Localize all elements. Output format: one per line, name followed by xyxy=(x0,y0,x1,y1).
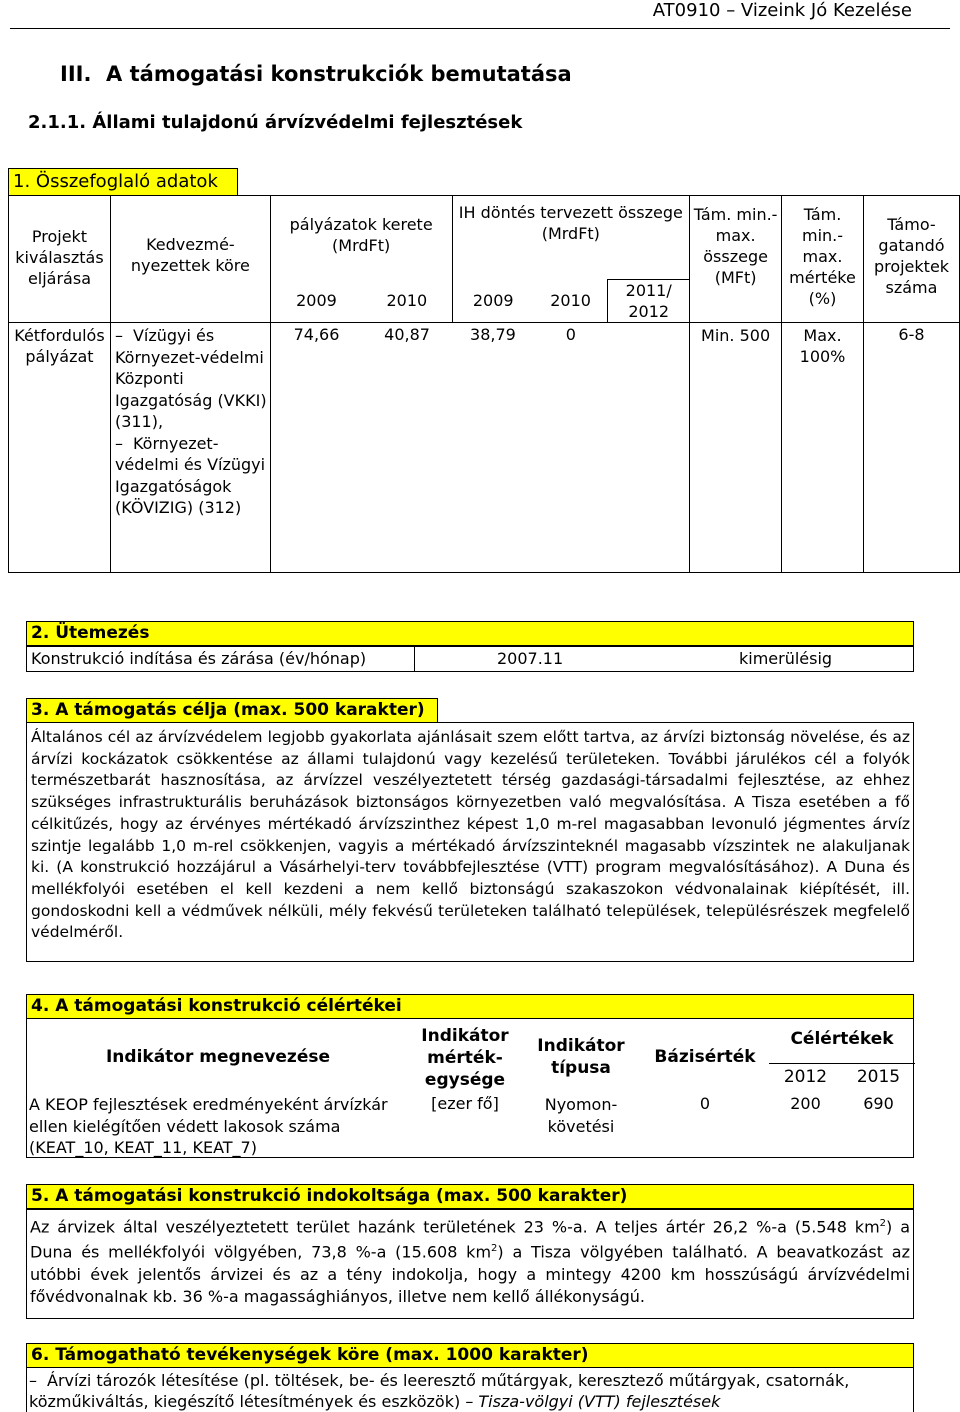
header-ih-decision: IH döntés tervezett összege (MrdFt) xyxy=(452,196,690,280)
schedule-divider xyxy=(414,646,415,672)
indicator-base: 0 xyxy=(699,1094,711,1113)
section3-text: Általános cél az árvízvédelem legjobb gyakorlata ajánlásait szem előtt tartva, az árvízi biztonság növelése, és az árvízi kockázatok csökkentése az állami tulajdonú vagy kezelésű területeken. További járulékos cél a folyók természetbarát hasznosítása, az árvízzel veszélyeztetett térség gazdasági-társadalmi fejlesztése, az ehhez szükséges infrastrukturális beruházások biztonságos környezetben való megvalósítása. A Tisza esetében a fő célkitűzés, hogy az érvényes mértékadó árvízszinthez képest 1,0 m-rel magasabban levonuló jégmentes árvíz szintje legalább 1,0 m-rel csökkenjen, vagyis a mértékadó árvízszinteknél magasabb vízszintek ne alakuljanak ki. (A konstrukció hozzájárul a Vásárhelyi-terv továbbfejlesztése (VTT) program megvalósításához). A Duna és mellékfolyói esetében el kell kezdeni a nem kellő biztonságú szakaszokon védvonalainak kiépítését, ill. gondoskodni kell a védművek nélküli, mély fekvésű területeken található települések, településrészek megfelelő védelméről. xyxy=(31,728,910,942)
section5-body xyxy=(26,1209,914,1319)
summary-table xyxy=(8,195,960,573)
header-support-amount: Tám. min.- max. összege (MFt) xyxy=(690,196,782,323)
section6-title: 6. Támogatható tevékenységek köre (max. 1000 karakter) xyxy=(26,1343,914,1368)
indicator-type: Nyomon-követési xyxy=(544,1095,618,1136)
targets-header-type: Indikátor típusa xyxy=(537,1036,625,1078)
targets-header-unit: Indikátor mérték-egysége xyxy=(421,1026,509,1090)
section1-title: 1. Összefoglaló adatok xyxy=(8,168,238,196)
section4-title: 4. A támogatási konstrukció célértékei xyxy=(26,994,914,1019)
section6-body xyxy=(26,1368,914,1412)
targets-header-divider xyxy=(769,1063,915,1064)
activity-item: – Árvízi tározók létesítése (pl. töltések, be- és leeresztő műtárgyak, keresztező műtárgyak, csatornák, közműkiváltás, kiegészítő létesítmények és eszközök) – Tisza-völgyi (VTT) fejlesztések xyxy=(29,1371,850,1411)
frame-value-2009: 74,66 xyxy=(270,323,362,573)
targets-header-base: Bázisérték xyxy=(654,1046,756,1067)
section2-title: 2. Ütemezés xyxy=(26,621,914,646)
ih-value-2010: 0 xyxy=(534,323,608,573)
header-support-rate: Tám. min.- max. mértéke (%) xyxy=(782,196,864,323)
header-divider xyxy=(10,28,950,29)
header-project-count: Támo-gatandó projektek száma xyxy=(863,196,959,323)
project-count: 6-8 xyxy=(863,323,959,573)
section-heading: 2.1.1. Állami tulajdonú árvízvédelmi fejlesztések xyxy=(28,112,523,133)
header-ih-year-2010: 2010 xyxy=(534,280,608,323)
targets-year-2015: 2015 xyxy=(856,1067,901,1087)
targets-header-targets: Célértékek xyxy=(790,1029,894,1049)
section5-title: 5. A támogatási konstrukció indokoltsága (max. 500 karakter) xyxy=(26,1184,914,1209)
section3-title: 3. A támogatás célja (max. 500 karakter) xyxy=(26,698,438,723)
schedule-label: Konstrukció indítása és zárása (év/hónap) xyxy=(31,649,367,668)
targets-table xyxy=(26,1018,914,1158)
header-ih-year-2011-2012: 2011/ 2012 xyxy=(608,280,690,323)
schedule-row xyxy=(26,646,914,672)
header-frame-year-2010: 2010 xyxy=(362,280,452,323)
indicator-target-2015: 690 xyxy=(863,1094,894,1113)
targets-header-name: Indikátor megnevezése xyxy=(105,1046,331,1067)
ih-value-2011-2012 xyxy=(608,323,690,573)
frame-value-2010: 40,87 xyxy=(362,323,452,573)
indicator-unit: [ezer fő] xyxy=(431,1094,499,1113)
beneficiary-item: – Vízügyi és Környezet-védelmi Központi Igazgatóság (VKKI) (311), xyxy=(114,326,267,431)
beneficiaries-list xyxy=(110,323,270,573)
beneficiary-item: – Környezet-védelmi és Vízügyi Igazgatóságok (KÖVIZIG) (312) xyxy=(114,433,266,517)
support-amount: Min. 500 xyxy=(690,323,782,573)
document-code: AT0910 – Vizeink Jó Kezelése xyxy=(652,0,912,21)
header-frame: pályázatok kerete (MrdFt) xyxy=(270,196,452,280)
indicator-name: A KEOP fejlesztések eredményeként árvízkár ellen kielégítően védett lakosok száma (KEAT_10, KEAT_11, KEAT_7) xyxy=(29,1095,388,1157)
schedule-end: kimerülésig xyxy=(739,649,833,668)
section5-text: Az árvizek által veszélyeztetett terület hazánk területének 23 %-a. A teljes ártér 26,2 %-a (5.548 $km^2$) a Duna és mellékfolyói völgyében, 73,8 %-a (15.608 $km^2$) a Tisza völgyében található. A beavatkozást az utóbbi évek jelentős árvizei és az a tény indokolja, hogy a mintegy 4200 km hosszúságú árvízvédelmi fővédvonalnak kb. 36 %-a magassághiányos, illetve nem kellő állékonyságú. xyxy=(30,1217,911,1306)
indicator-target-2012: 200 xyxy=(790,1094,821,1113)
section3-body xyxy=(26,722,914,962)
ih-value-2009: 38,79 xyxy=(452,323,534,573)
support-rate: Max. 100% xyxy=(782,323,864,573)
targets-year-2012: 2012 xyxy=(783,1067,828,1087)
schedule-start: 2007.11 xyxy=(497,649,564,668)
selection-method: Kétfordulós pályázat xyxy=(9,323,111,573)
header-beneficiaries: Kedvezmé-nyezettek köre xyxy=(110,196,270,323)
header-project-selection: Projekt kiválasztás eljárása xyxy=(9,196,111,323)
chapter-heading: III. A támogatási konstrukciók bemutatása xyxy=(60,62,572,86)
header-ih-year-2009: 2009 xyxy=(452,280,534,323)
header-frame-year-2009: 2009 xyxy=(270,280,362,323)
